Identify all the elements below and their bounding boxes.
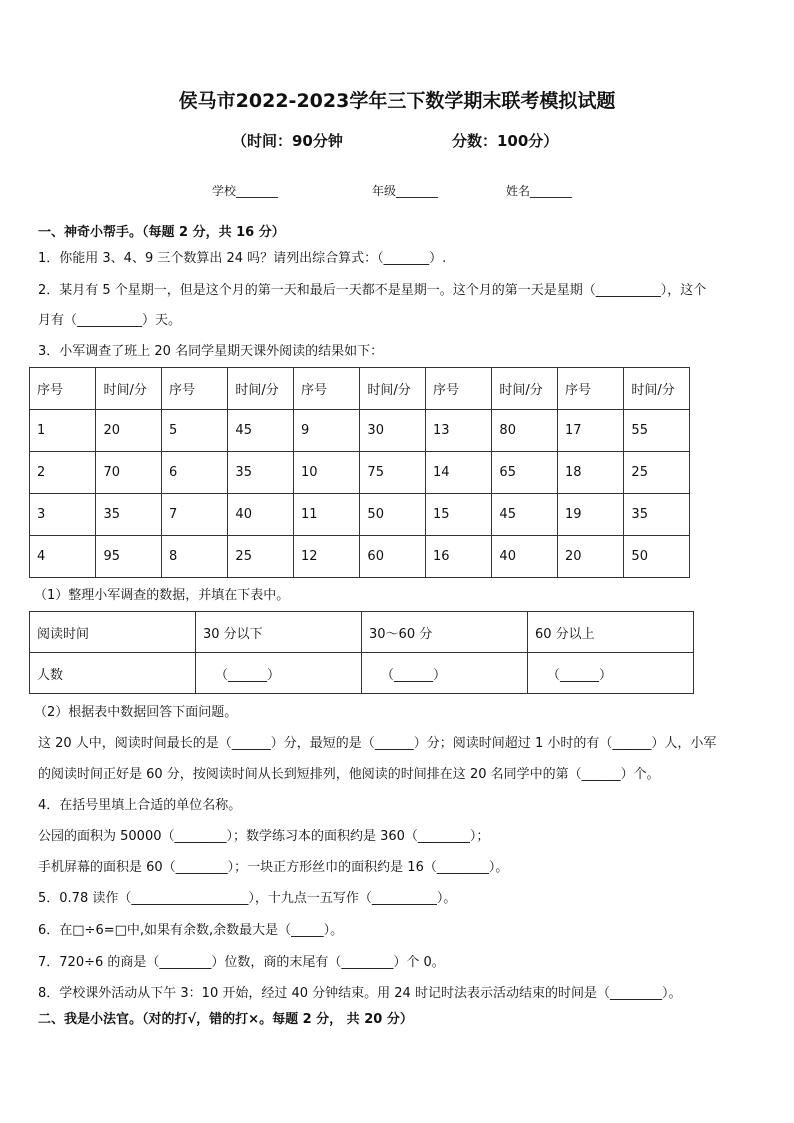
table-cell: 2 — [30, 452, 96, 494]
table-cell: 20 — [96, 410, 162, 452]
table-cell: 20 — [557, 536, 623, 578]
table-row — [30, 536, 690, 578]
answer-cell[interactable] — [362, 653, 528, 694]
question-1: 1．你能用 3、4、9 三个数算出 24 吗？请列出综合算式：（_______）. — [38, 251, 447, 266]
table-cell: 序号 — [557, 368, 623, 410]
exam-time: （时间：90分钟 — [232, 132, 343, 150]
table-cell: 14 — [425, 452, 491, 494]
table-cell: 13 — [425, 410, 491, 452]
table-cell: 时间/分 — [492, 368, 558, 410]
table-cell: 40 — [228, 494, 294, 536]
table-cell: 1 — [30, 410, 96, 452]
question-4: 4．在括号里填上合适的单位名称。 — [38, 798, 242, 813]
school-field[interactable]: 学校_______ — [212, 184, 279, 198]
table-cell: 人数 — [30, 653, 196, 694]
table-cell: 65 — [492, 452, 558, 494]
answer-cell[interactable] — [528, 653, 694, 694]
table-cell: 70 — [96, 452, 162, 494]
answer-blank[interactable]: （______） — [215, 667, 281, 683]
table-cell: 序号 — [30, 368, 96, 410]
question-3-part-1: （1）整理小军调查的数据，并填在下表中。 — [34, 588, 290, 603]
section-2-heading: 二、我是小法官。（对的打√，错的打×。每题 2 分， 共 20 分） — [38, 1012, 413, 1027]
table-cell: 7 — [161, 494, 227, 536]
table-cell: 80 — [492, 410, 558, 452]
section-1-heading: 一、神奇小帮手。（每题 2 分，共 16 分） — [38, 225, 285, 240]
table-cell: 75 — [360, 452, 426, 494]
table-cell: 35 — [96, 494, 162, 536]
question-3-part-2-line-2: 的阅读时间正好是 60 分，按阅读时间从长到短排列，他阅读的时间排在这 20 名同学中的第（______）个。 — [38, 767, 660, 782]
table-cell: 35 — [624, 494, 690, 536]
table-cell: 11 — [293, 494, 359, 536]
table-cell: 25 — [228, 536, 294, 578]
reading-summary-table — [29, 611, 694, 694]
table-cell: 时间/分 — [360, 368, 426, 410]
table-row — [30, 494, 690, 536]
table-cell: 12 — [293, 536, 359, 578]
table-cell: 50 — [624, 536, 690, 578]
table-row — [30, 653, 694, 694]
table-cell: 阅读时间 — [30, 612, 196, 653]
answer-blank[interactable]: （______） — [547, 667, 613, 683]
table-row — [30, 410, 690, 452]
table-cell: 35 — [228, 452, 294, 494]
table-cell: 15 — [425, 494, 491, 536]
table-cell: 8 — [161, 536, 227, 578]
table-cell: 序号 — [293, 368, 359, 410]
table-cell: 17 — [557, 410, 623, 452]
table-cell: 95 — [96, 536, 162, 578]
table-cell: 30 — [360, 410, 426, 452]
table-cell: 30 分以下 — [196, 612, 362, 653]
answer-cell[interactable] — [196, 653, 362, 694]
table-row — [30, 452, 690, 494]
table-cell: 序号 — [425, 368, 491, 410]
question-6: 6．在□÷6=□中,如果有余数,余数最大是（_____）。 — [38, 923, 344, 938]
question-2-line-1: 2．某月有 5 个星期一，但是这个月的第一天和最后一天都不是星期一。这个月的第一天是星期（__________），这个 — [38, 283, 707, 298]
page-title: 侯马市2022-2023学年三下数学期末联考模拟试题 — [178, 90, 616, 112]
table-cell: 10 — [293, 452, 359, 494]
table-cell: 19 — [557, 494, 623, 536]
table-cell: 6 — [161, 452, 227, 494]
name-field[interactable]: 姓名_______ — [506, 184, 573, 198]
question-8: 8．学校课外活动从下午 3：10 开始，经过 40 分钟结束。用 24 时记时法表示活动结束的时间是（________）。 — [38, 986, 682, 1001]
question-3: 3．小军调查了班上 20 名同学星期天课外阅读的结果如下： — [38, 344, 384, 359]
answer-blank[interactable]: （______） — [381, 667, 447, 683]
reading-survey-table — [29, 367, 690, 578]
question-7: 7．720÷6 的商是（________）位数，商的末尾有（________）个 0。 — [38, 955, 445, 970]
table-cell: 9 — [293, 410, 359, 452]
table-cell: 45 — [492, 494, 558, 536]
table-cell: 45 — [228, 410, 294, 452]
question-5: 5．0.78 读作（__________________），十九点一五写作（__________）。 — [38, 891, 457, 906]
question-4-line-1: 公园的面积为 50000（________）；数学练习本的面积约是 360（________）； — [38, 829, 490, 844]
question-3-part-2-line-1: 这 20 人中，阅读时间最长的是（______）分，最短的是（______）分；阅读时间超过 1 小时的有（______）人，小军 — [38, 736, 717, 751]
question-4-line-2: 手机屏幕的面积是 60（________）；一块正方形丝巾的面积约是 16（________）。 — [38, 860, 509, 875]
table-cell: 4 — [30, 536, 96, 578]
table-cell: 60 分以上 — [528, 612, 694, 653]
grade-field[interactable]: 年级_______ — [372, 184, 439, 198]
question-2-line-2: 月有（__________）天。 — [38, 313, 182, 328]
table-cell: 50 — [360, 494, 426, 536]
question-3-part-2: （2）根据表中数据回答下面问题。 — [34, 705, 238, 720]
table-cell: 序号 — [161, 368, 227, 410]
exam-score: 分数：100分） — [452, 132, 559, 150]
table-cell: 25 — [624, 452, 690, 494]
table-cell: 3 — [30, 494, 96, 536]
table-cell: 时间/分 — [624, 368, 690, 410]
table-cell: 30～60 分 — [362, 612, 528, 653]
table-row — [30, 612, 694, 653]
table-cell: 时间/分 — [96, 368, 162, 410]
table-cell: 18 — [557, 452, 623, 494]
table-cell: 5 — [161, 410, 227, 452]
table-cell: 16 — [425, 536, 491, 578]
table-cell: 60 — [360, 536, 426, 578]
table-header-row — [30, 368, 690, 410]
table-cell: 时间/分 — [228, 368, 294, 410]
table-cell: 40 — [492, 536, 558, 578]
table-cell: 55 — [624, 410, 690, 452]
